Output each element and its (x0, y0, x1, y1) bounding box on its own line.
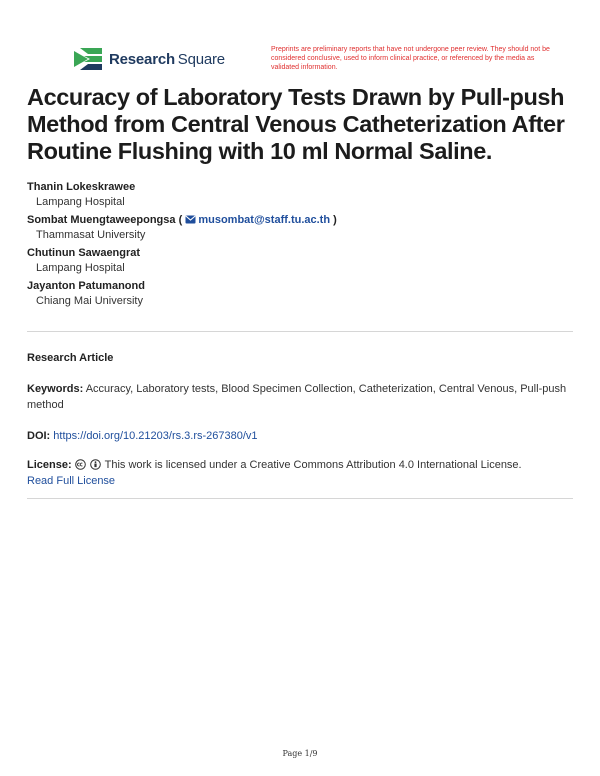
header (0, 0, 600, 80)
keywords-value: Accuracy, Laboratory tests, Blood Specimen Collection, Catheterization, Central Venous, Pull-push method (27, 383, 567, 411)
author-entry (27, 213, 575, 243)
page-number: Page 1/9 (282, 749, 318, 758)
email-close-paren: ) (330, 214, 337, 226)
author-name[interactable]: Thanin Lokeskrawee (27, 181, 136, 193)
paper-title: Accuracy of Laboratory Tests Drawn by Pull-push Method from Central Venous Catheterization After Routine Flushing with 10 ml Normal Saline. (27, 84, 565, 164)
keywords-label: Keywords: (27, 383, 84, 395)
keywords-row (27, 381, 567, 413)
author-name[interactable]: Chutinun Sawaengrat (27, 247, 141, 259)
doi-link[interactable]: https://doi.org/10.21203/rs.3.rs-267380/v1 (53, 430, 258, 442)
section-divider (27, 498, 573, 499)
mail-icon (185, 215, 196, 224)
doi-label: DOI: (27, 430, 51, 442)
author-affiliation: Chiang Mai University (36, 295, 143, 307)
research-square-logo-icon (74, 48, 102, 70)
author-entry (27, 279, 575, 309)
read-full-license-link[interactable]: Read Full License (27, 475, 116, 487)
author-email-link[interactable]: musombat@staff.tu.ac.th (198, 214, 331, 226)
author-affiliation: Thammasat University (36, 229, 146, 241)
brand-name: Research Square (109, 50, 225, 68)
license-label: License: (27, 459, 72, 471)
preprint-notice: Preprints are preliminary reports that have not undergone peer review. They should not be considered conclusive, used to inform clinical practice, or referenced by the media as validated information. (271, 46, 550, 71)
cc-icon[interactable] (75, 459, 86, 470)
by-icon[interactable] (90, 459, 101, 470)
email-open-paren: ( (175, 214, 183, 226)
author-entry (27, 180, 575, 210)
section-divider (27, 331, 573, 332)
author-affiliation: Lampang Hospital (36, 262, 125, 274)
author-entry (27, 246, 575, 276)
article-type: Research Article (27, 352, 114, 364)
author-name[interactable]: Jayanton Patumanond (27, 280, 145, 292)
license-text: This work is licensed under a Creative Commons Attribution 4.0 International License. (104, 459, 522, 471)
author-affiliation: Lampang Hospital (36, 196, 125, 208)
research-square-logo[interactable] (74, 48, 225, 70)
author-name-line (27, 213, 575, 228)
author-list (27, 180, 575, 312)
doi-row (27, 428, 567, 444)
author-name[interactable]: Sombat Muengtaweepongsa (27, 214, 176, 226)
license-row (27, 457, 567, 489)
